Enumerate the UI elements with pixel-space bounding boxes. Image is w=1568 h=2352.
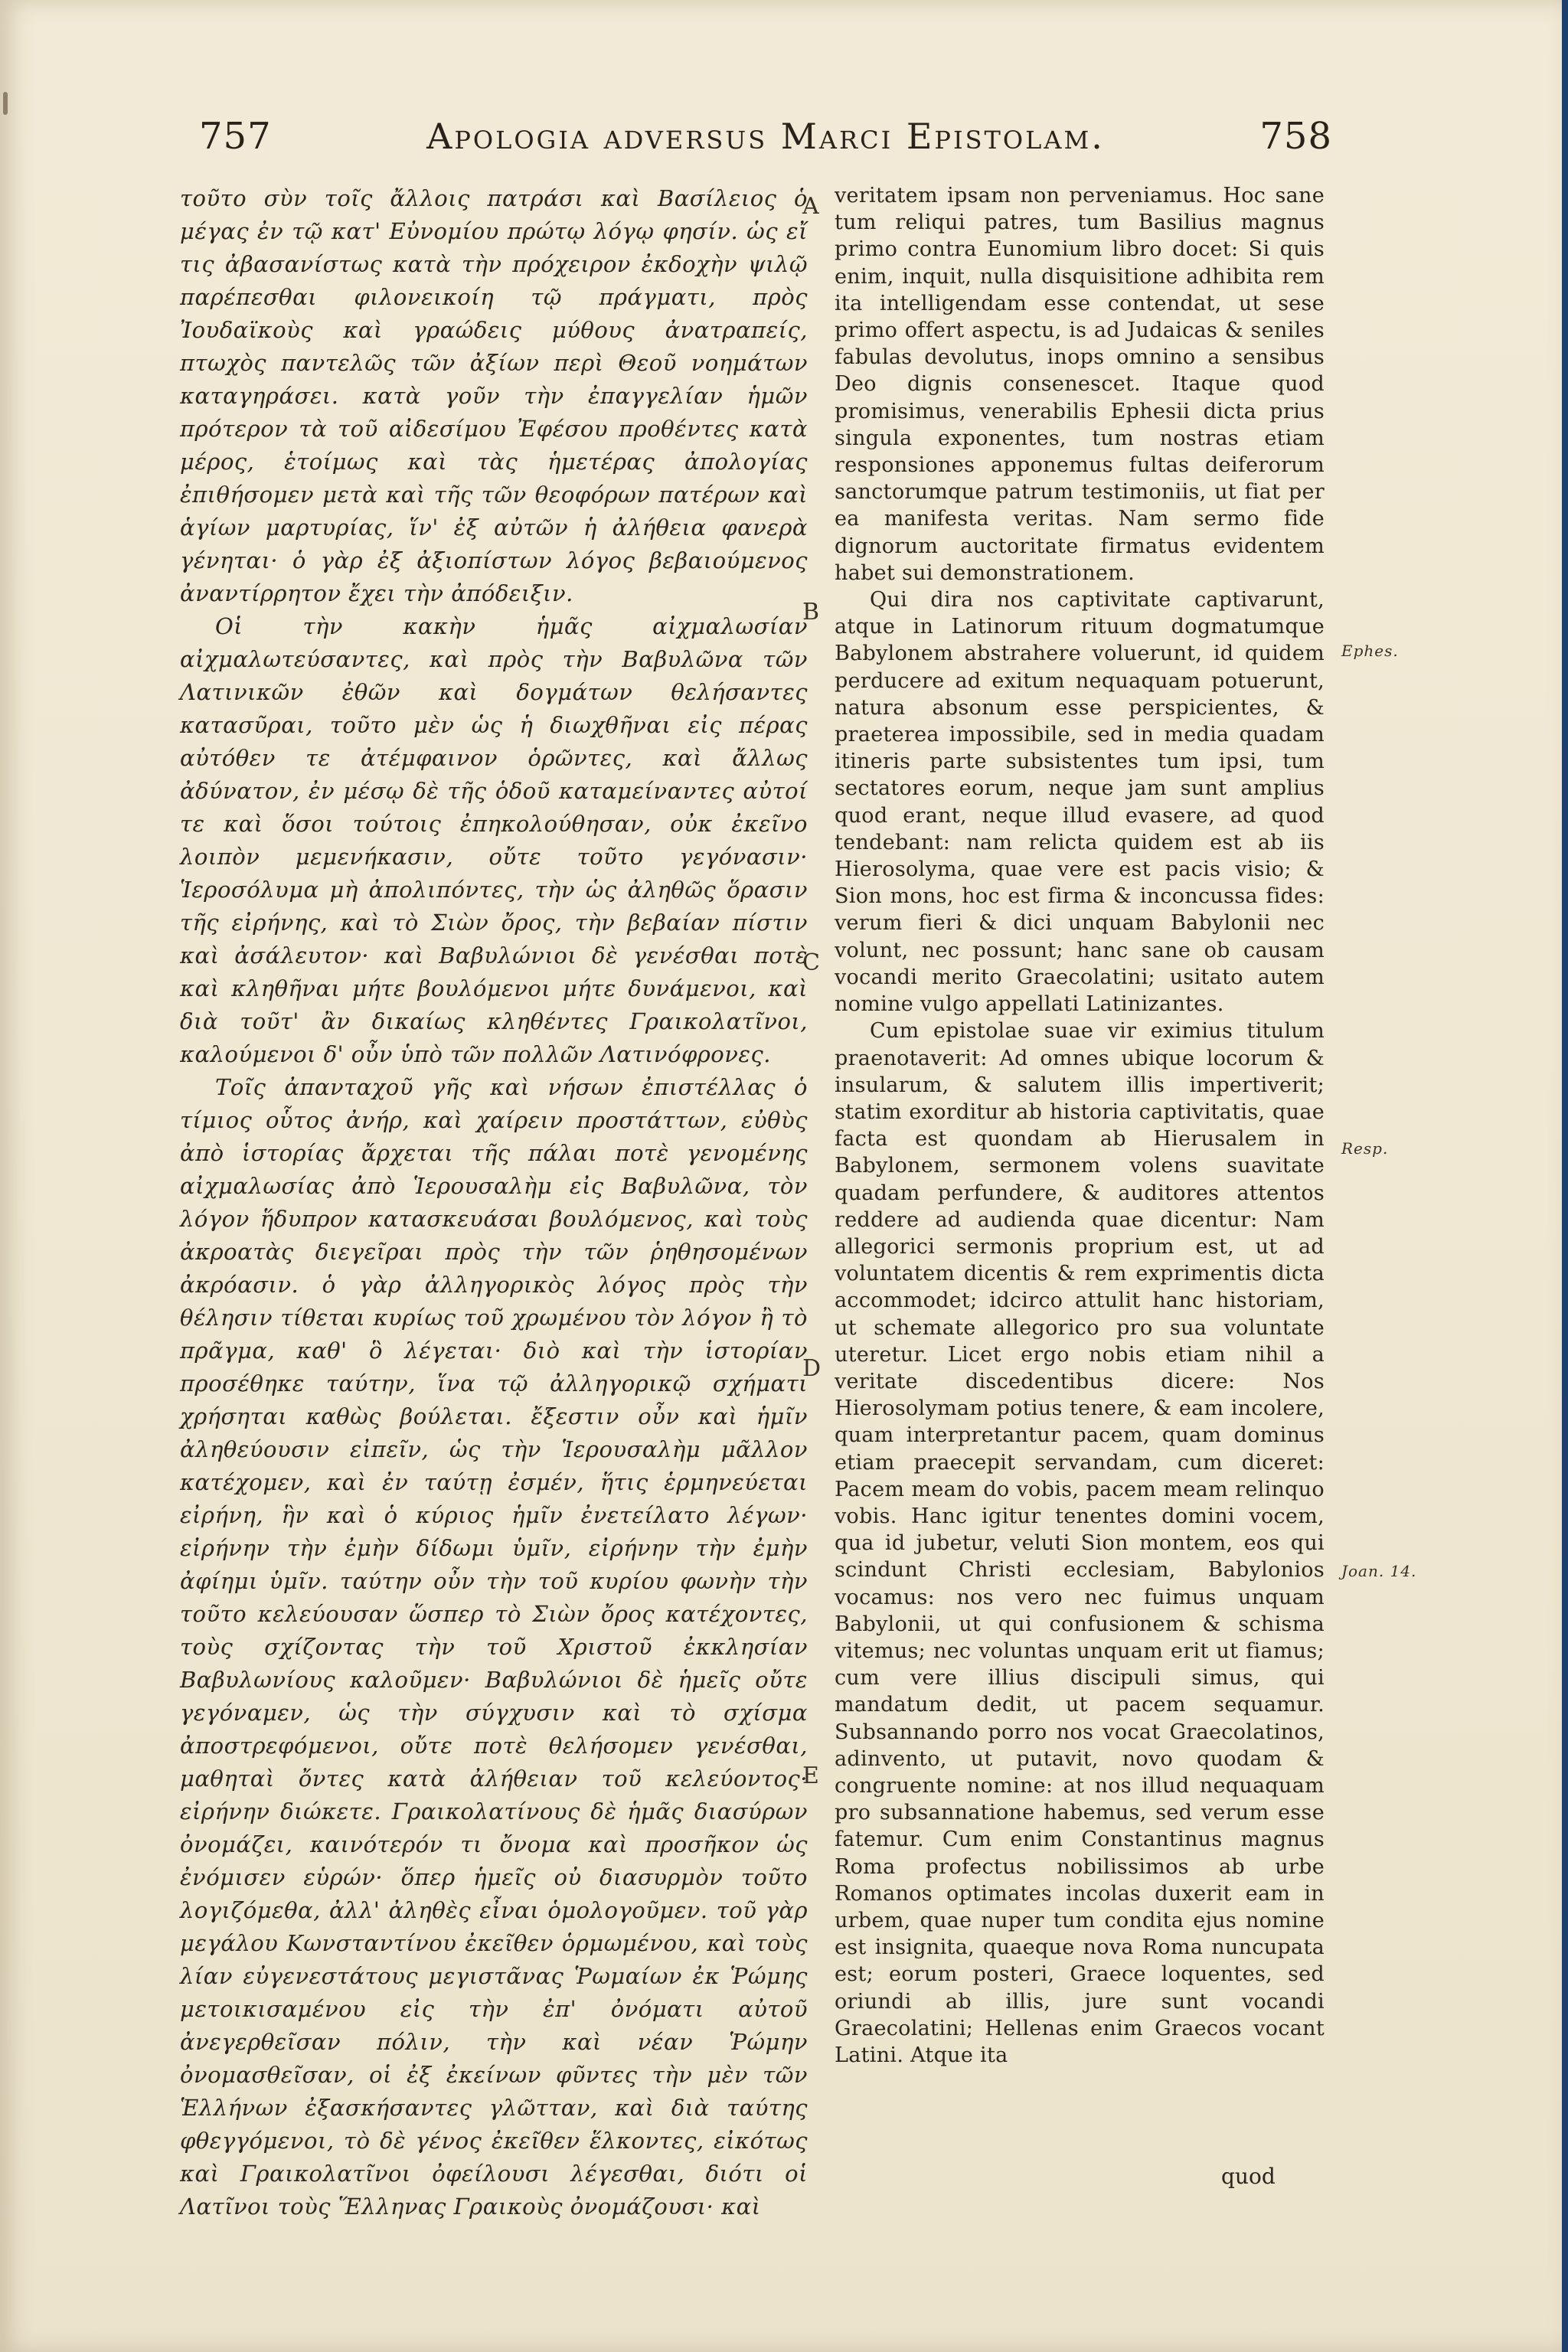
margin-note-resp: Resp. [1341, 1139, 1389, 1158]
latin-paragraph: Qui dira nos captivitate captivarunt, atque in Latinorum rituum dogmatumque Babylonem abstrahere voluerunt, id quidem perducere ad exitum nequaquam potuerunt, natura absonum esse perspicientes, & praeterea impossibile, sed in media quadam itineris parte subsistentes tum ipsi, tum sectatores eorum, neque jam sunt amplius quod erant, neque illud evasere, ad quod tendebant: nam relicta quidem est ab iis Hierosolyma, quae vere est pacis visio; & Sion mons, hoc est firma & inconcussa fides: verum fieri & dici unquam Babylonii nec volunt, nec possunt; hanc sane ob causam vocandi merito Graecolatini; usitato autem nomine vulgo appellati Latinizantes. [835, 588, 1325, 1017]
section-marker-a: A [802, 193, 819, 220]
latin-paragraph: Cum epistolae suae vir eximius titulum praenotaverit: Ad omnes ubique locorum & insularum, & salutem illis impertiverit; statim exorditur ab historia captivitatis, quae facta est quondam ab Hierusalem in Babylonem, sermonem volens suavitate quadam perfundere, & auditores attentos reddere ad audienda quae dicentur: Nam allegorici sermonis proprium est, ut ad voluntatem dicentis & rem exprimentis dicta accommodet; idcirco attulit hanc historiam, ut schemate allegorico pro sua voluntate uteretur. Licet ergo nobis etiam nihil a veritate discedentibus dicere: Nos Hierosolymam potius tenere, & eam incolere, quam interpretantur pacem, quam dominus etiam praecepit servandam, cum diceret: Pacem meam do vobis, pacem meam relinquo vobis. Hanc igitur tenentes domini vocem, qua id jubetur, veluti Sion montem, eos qui scindunt Christi ecclesiam, Babylonios vocamus: nos vero nec fuimus unquam Babylonii, ut qui confusionem & schisma vitemus; nec voluntas unquam erit ut fiamus; cum vere illius discipuli simus, qui mandatum dedit, ut pacem sequamur. Subsannando porro nos vocat Graecolatinos, adinvento, ut putavit, novo quodam & congruente nomine: at nos illud nequaquam pro subsannatione habemus, sed verum esse fatemur. Cum enim Constantinus magnus Roma profectus nobilissimos ab urbe Romanos optimates incolas duxerit eam in urbem, quae nuper tum condita ejus nomine est insignita, quaeque nova Roma nuncupata est; eorum posteri, Graece loquentes, sed oriundi ab illis, jure sunt vocandi Graecolatini; Hellenas enim Graecos vocant Latini. Atque ita [835, 1019, 1325, 2068]
greek-paragraph: τοῦτο σὺν τοῖς ἄλλοις πατράσι καὶ Βασίλειος ὁ μέγας ἐν τῷ κατ' Εὐνομίου πρώτῳ λόγῳ φησίν. ὡς εἴ τις ἀβασανίστως κατὰ τὴν πρόχειρον ἐκδοχὴν ψιλῷ παρέπεσθαι φιλονεικοίη τῷ πράγματι, πρὸς Ἰουδαϊκοὺς καὶ γραώδεις μύθους ἀνατραπείς, πτωχὸς παντελῶς τῶν ἀξίων περὶ Θεοῦ νοημάτων καταγηράσει. κατὰ γοῦν τὴν ἐπαγγελίαν ἡμῶν πρότερον τὰ τοῦ αἰδεσίμου Ἐφέσου προθέντες κατὰ μέρος, ἑτοίμως καὶ τὰς ἡμετέρας ἀπολογίας ἐπιθήσομεν μετὰ καὶ τῆς τῶν θεοφόρων πατέρων καὶ ἁγίων μαρτυρίας, ἵν' ἐξ αὐτῶν ἡ ἀλήθεια φανερὰ γένηται· ὁ γὰρ ἐξ ἀξιοπίστων λόγος βεβαιούμενος ἀναντίρρητον ἔχει τὴν ἀπόδειξιν. [180, 185, 808, 606]
margin-note-joan: Joan. 14. [1341, 1562, 1417, 1580]
margin-note-ephes: Ephes. [1341, 642, 1399, 660]
page-number-right: 758 [1259, 115, 1332, 158]
page-header [199, 115, 1332, 176]
section-marker-c: C [802, 949, 820, 976]
ink-spot [3, 92, 8, 115]
greek-paragraph: Οἱ τὴν κακὴν ἡμᾶς αἰχμαλωσίαν αἰχμαλωτεύσαντες, καὶ πρὸς τὴν Βαβυλῶνα τῶν Λατινικῶν ἐθῶν καὶ δογμάτων θελήσαντες κατασῦραι, τοῦτο μὲν ὡς ἡ διωχθῆναι εἰς πέρας αὐτόθεν τε ἀτέμφαινον ὁρῶντες, καὶ ἄλλως ἀδύνατον, ἐν μέσῳ δὲ τῆς ὁδοῦ καταμείναντες αὐτοί τε καὶ ὅσοι τούτοις ἐπηκολούθησαν, οὐκ ἐκεῖνο λοιπὸν μεμενήκασιν, οὔτε τοῦτο γεγόνασιν· Ἱεροσόλυμα μὴ ἀπολιπόντες, τὴν ὡς ἀληθῶς ὅρασιν τῆς εἰρήνης, καὶ τὸ Σιὼν ὄρος, τὴν βεβαίαν πίστιν καὶ ἀσάλευτον· καὶ Βαβυλώνιοι δὲ γενέσθαι ποτὲ καὶ κληθῆναι μήτε βουλόμενοι μήτε δυνάμενοι, καὶ διὰ τοῦτ' ἂν δικαίως κληθέντες Γραικολατῖνοι, καλούμενοι δ' οὖν ὑπὸ τῶν πολλῶν Λατινόφρονες. [180, 613, 808, 1067]
section-marker-b: B [802, 599, 820, 626]
section-marker-e: E [802, 1762, 819, 1789]
page-number-left: 757 [199, 115, 272, 158]
catchword: quod [1221, 2164, 1276, 2189]
running-title: Apologia adversus Marci Epistolam. [426, 116, 1105, 157]
greek-paragraph: Τοῖς ἀπανταχοῦ γῆς καὶ νήσων ἐπιστέλλας ὁ τίμιος οὗτος ἀνήρ, καὶ χαίρειν προστάττων, εὐθὺς ἀπὸ ἱστορίας ἄρχεται τῆς πάλαι ποτὲ γενομένης αἰχμαλωσίας ἀπὸ Ἱερουσαλὴμ εἰς Βαβυλῶνα, τὸν λόγον ἥδυπρον κατασκευάσαι βουλόμενος, καὶ τοὺς ἀκροατὰς διεγεῖραι πρὸς τὴν τῶν ῥηθησομένων ἀκρόασιν. ὁ γὰρ ἀλληγορικὸς λόγος πρὸς τὴν θέλησιν τίθεται κυρίως τοῦ χρωμένου τὸν λόγον ἢ τὸ πρᾶγμα, καθ' ὃ λέγεται· διὸ καὶ τὴν ἱστορίαν προσέθηκε ταύτην, ἵνα τῷ ἀλληγορικῷ σχήματι χρήσηται καθὼς βούλεται. ἔξεστιν οὖν καὶ ἡμῖν ἀληθεύουσιν εἰπεῖν, ὡς τὴν Ἱερουσαλὴμ μᾶλλον κατέχομεν, καὶ ἐν ταύτῃ ἐσμέν, ἥτις ἑρμηνεύεται εἰρήνη, ἣν καὶ ὁ κύριος ἡμῖν ἐνετείλατο λέγων· εἰρήνην τὴν ἐμὴν δίδωμι ὑμῖν, εἰρήνην τὴν ἐμὴν ἀφίημι ὑμῖν. ταύτην οὖν τὴν τοῦ κυρίου φωνὴν τὴν τοῦτο κελεύουσαν ὥσπερ τὸ Σιὼν ὄρος κατέχοντες, τοὺς σχίζοντας τὴν τοῦ Χριστοῦ ἐκκλησίαν Βαβυλωνίους καλοῦμεν· Βαβυλώνιοι δὲ ἡμεῖς οὔτε γεγόναμεν, ὡς τὴν σύγχυσιν καὶ τὸ σχίσμα ἀποστρεφόμενοι, οὔτε ποτὲ θελήσομεν γενέσθαι, μαθηταὶ ὄντες κατὰ ἀλήθειαν τοῦ κελεύοντος· εἰρήνην διώκετε. Γραικολατίνους δὲ ἡμᾶς διασύρων ὀνομάζει, καινότερόν τι ὄνομα καὶ προσῆκον ὡς ἐνόμισεν εὑρών· ὅπερ ἡμεῖς οὐ διασυρμὸν τοῦτο λογιζόμεθα, ἀλλ' ἀληθὲς εἶναι ὁμολογοῦμεν. τοῦ γὰρ μεγάλου Κωνσταντίνου ἐκεῖθεν ὁρμωμένου, καὶ τοὺς λίαν εὐγενεστάτους μεγιστᾶνας Ῥωμαίων ἐκ Ῥώμης μετοικισαμένου εἰς τὴν ἐπ' ὀνόματι αὐτοῦ ἀνεγερθεῖσαν πόλιν, τὴν καὶ νέαν Ῥώμην ὀνομασθεῖσαν, οἱ ἐξ ἐκείνων φῦντες τὴν μὲν τῶν Ἑλλήνων ἐξασκήσαντες γλῶτταν, καὶ διὰ ταύτης φθεγγόμενοι, τὸ δὲ γένος ἐκεῖθεν ἕλκοντες, εἰκότως καὶ Γραικολατῖνοι ὀφείλουσι λέγεσθαι, διότι οἱ Λατῖνοι τοὺς Ἕλληνας Γραικοὺς ὀνομάζουσι· καὶ [180, 1074, 808, 2220]
latin-column [835, 182, 1325, 2069]
latin-paragraph: veritatem ipsam non perveniamus. Hoc sane tum reliqui patres, tum Basilius magnus primo contra Eunomium libro docet: Si quis enim, inquit, nulla disquisitione adhibita rem ita intelligendam esse contendat, ut sese primo offert aspectu, is ad Judaicas & seniles fabulas devolutus, inops omnino a sensibus Deo dignis consenescet. Itaque quod promisimus, venerabilis Ephesii dicta prius singula exponentes, tum nostras etiam responsiones apponemus fultas deiferorum sanctorumque patrum testimoniis, ut fiat per ea manifesta veritas. Nam sermo fide dignorum auctoritate firmatus evidentem habet sui demonstrationem. [835, 184, 1325, 585]
section-marker-d: D [802, 1355, 822, 1382]
greek-column [180, 182, 808, 2223]
